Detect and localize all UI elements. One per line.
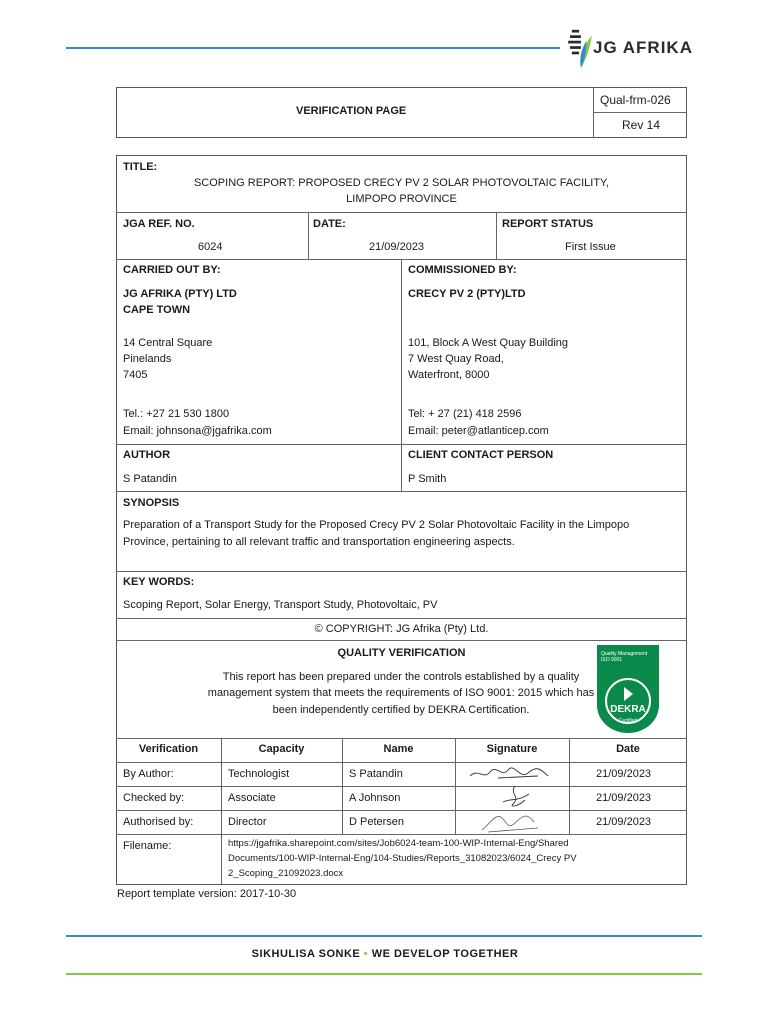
authoriser-signature: [478, 808, 548, 834]
table-header-capacity: Capacity: [258, 743, 305, 755]
title-line-1: SCOPING REPORT: PROPOSED CRECY PV 2 SOLAR PHOTOVOLTAIC FACILITY,: [193, 177, 610, 189]
footer-rule-blue: [66, 935, 702, 937]
row-1-verification: By Author:: [123, 768, 174, 780]
row-1-date: 21/09/2023: [596, 768, 652, 780]
table-header-signature: Signature: [486, 743, 538, 755]
table-header-verification: Verification: [138, 743, 199, 755]
filename-line-3: 2_Scoping_21092023.docx: [228, 868, 344, 879]
date-value: 21/09/2023: [369, 241, 425, 253]
footer-right: WE DEVELOP TOGETHER: [371, 948, 519, 960]
dekra-certification-badge: [597, 645, 659, 733]
jg-afrika-logo-icon: [567, 28, 593, 68]
carried-out-tel: Tel.: +27 21 530 1800: [123, 408, 230, 420]
row-2-date: 21/09/2023: [596, 792, 652, 804]
ref-value: 6024: [198, 241, 223, 253]
carried-out-addr3: 7405: [123, 369, 148, 381]
synopsis-line-1: Preparation of a Transport Study for the Proposed Crecy PV 2 Solar Photovoltaic Facility in the Limpopo: [123, 519, 630, 531]
client-contact-value: P Smith: [408, 473, 447, 485]
verification-page-title: VERIFICATION PAGE: [296, 105, 407, 117]
row-2-capacity: Associate: [228, 792, 276, 804]
row-3-verification: Authorised by:: [123, 816, 194, 828]
row-3-capacity: Director: [228, 816, 267, 828]
quality-line-1: This report has been prepared under the controls established by a quality: [222, 671, 580, 683]
footer-left: SIKHULISA SONKE: [251, 948, 361, 960]
footer-tagline: [0, 948, 770, 960]
filename-label: Filename:: [123, 840, 172, 852]
carried-out-company: JG AFRIKA (PTY) LTD: [123, 288, 237, 300]
checker-signature: [495, 784, 535, 810]
filename-line-1: https://jgafrika.sharepoint.com/sites/Job6024-team-100-WIP-Internal-Eng/Shared: [228, 838, 569, 849]
filename-line-2: Documents/100-WIP-Internal-Eng/104-Studies/Reports_31082023/6024_Crecy PV: [228, 853, 577, 864]
row-1-name: S Patandin: [349, 768, 403, 780]
title-line-2: LIMPOPO PROVINCE: [346, 193, 457, 205]
row-2-name: A Johnson: [349, 792, 401, 804]
carried-out-email: Email: johnsona@jgafrika.com: [123, 425, 272, 437]
carried-out-city: CAPE TOWN: [123, 304, 191, 316]
brand-name: JG AFRIKA: [593, 38, 693, 57]
synopsis-line-2: Province, pertaining to all relevant traffic and transportation engineering aspects.: [123, 536, 515, 548]
author-value: S Patandin: [123, 473, 177, 485]
title-label: TITLE:: [123, 161, 158, 173]
status-value: First Issue: [565, 241, 616, 253]
table-header-date: Date: [616, 743, 640, 755]
carried-out-label: CARRIED OUT BY:: [123, 264, 221, 276]
ref-label: JGA REF. NO.: [123, 218, 195, 230]
copyright: © COPYRIGHT: JG Afrika (Pty) Ltd.: [314, 623, 489, 635]
row-3-name: D Petersen: [349, 816, 405, 828]
footer-separator: •: [363, 948, 369, 960]
table-header-name: Name: [383, 743, 414, 755]
status-label: REPORT STATUS: [502, 218, 594, 230]
carried-out-addr1: 14 Central Square: [123, 337, 213, 349]
template-version: Report template version: 2017-10-30: [117, 888, 297, 900]
row-3-date: 21/09/2023: [596, 816, 652, 828]
date-label: DATE:: [313, 218, 346, 230]
commissioned-label: COMMISSIONED BY:: [408, 264, 517, 276]
row-1-capacity: Technologist: [228, 768, 290, 780]
carried-out-addr2: Pinelands: [123, 353, 172, 365]
badge-sub: Certified: [618, 718, 638, 724]
author-label: AUTHOR: [123, 449, 171, 461]
commissioned-company: CRECY PV 2 (PTY)LTD: [408, 288, 526, 300]
synopsis-label: SYNOPSIS: [123, 497, 180, 509]
badge-top-2: ISO 9001: [601, 657, 623, 663]
keywords-value: Scoping Report, Solar Energy, Transport Study, Photovoltaic, PV: [123, 599, 438, 611]
quality-heading: QUALITY VERIFICATION: [337, 647, 466, 659]
commissioned-addr2: 7 West Quay Road,: [408, 353, 504, 365]
form-code: Qual-frm-026: [600, 93, 671, 107]
footer-rule-green: [66, 973, 702, 975]
commissioned-addr1: 101, Block A West Quay Building: [408, 337, 568, 349]
author-signature: [468, 764, 558, 784]
commissioned-addr3: Waterfront, 8000: [408, 369, 490, 381]
quality-line-2: management system that meets the requirements of ISO 9001: 2015 which has: [207, 687, 595, 699]
badge-top-1: Quality Management: [601, 651, 648, 657]
keywords-label: KEY WORDS:: [123, 576, 195, 588]
quality-line-3: been independently certified by DEKRA Certification.: [272, 704, 530, 716]
commissioned-tel: Tel: + 27 (21) 418 2596: [408, 408, 522, 420]
badge-name: DEKRA: [610, 704, 646, 715]
commissioned-email: Email: peter@atlanticep.com: [408, 425, 549, 437]
header-rule: [66, 47, 560, 49]
client-contact-label: CLIENT CONTACT PERSON: [408, 449, 554, 461]
row-2-verification: Checked by:: [123, 792, 185, 804]
revision: Rev 14: [622, 118, 661, 132]
